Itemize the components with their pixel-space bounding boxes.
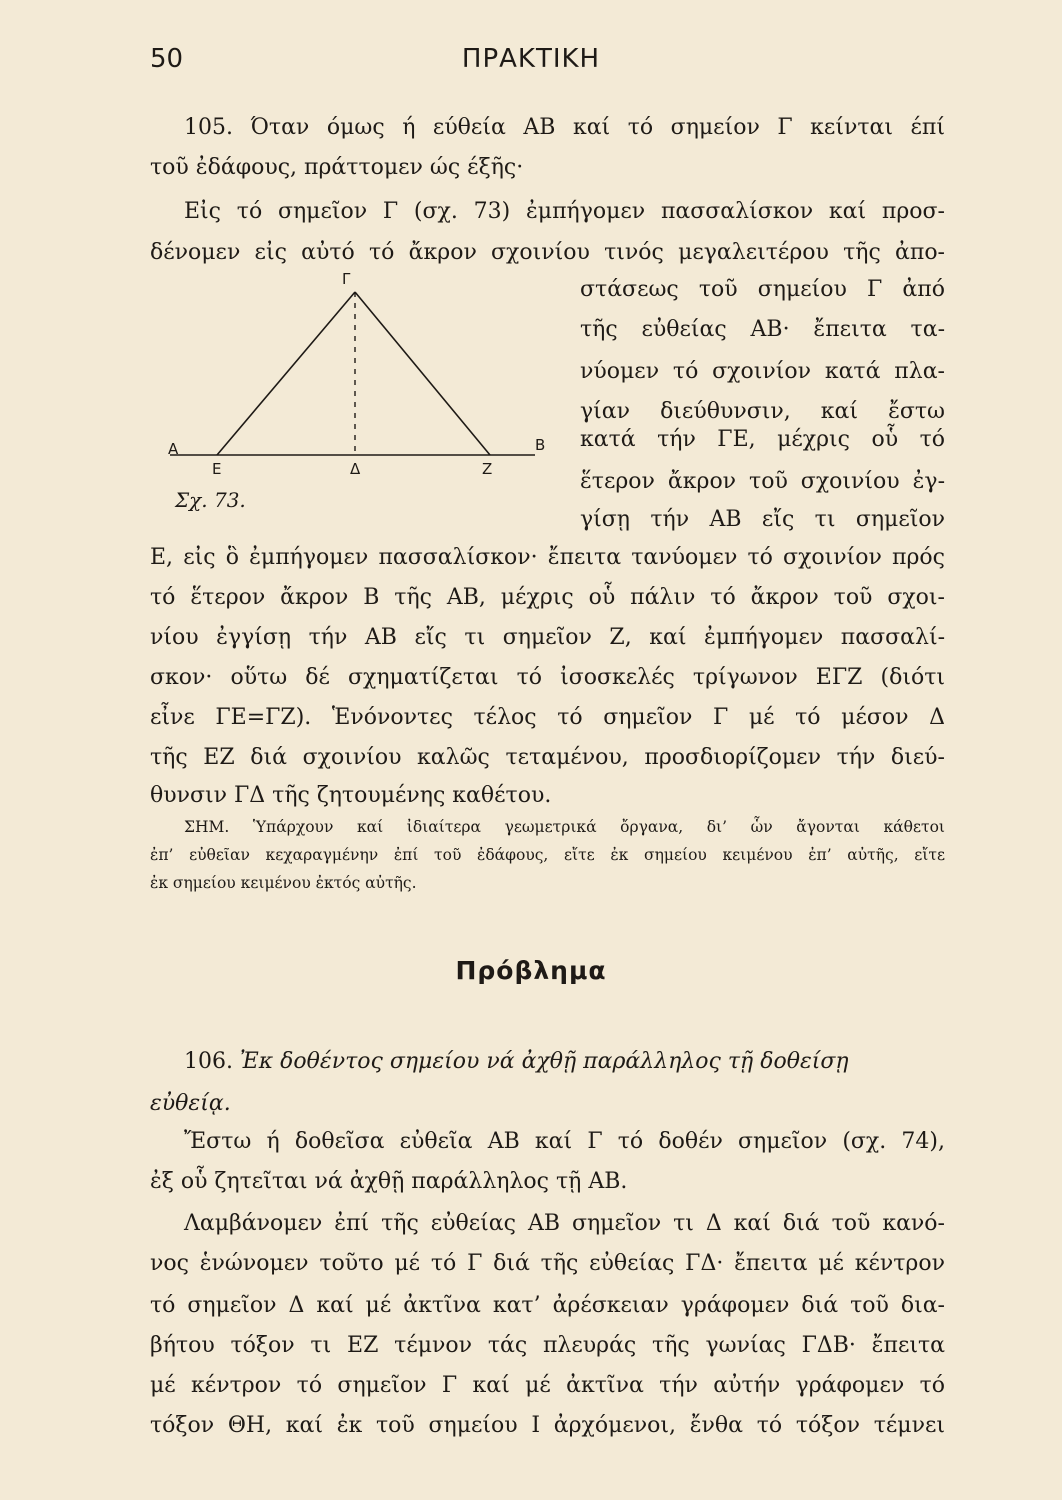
paragraph-line: τῆς εὐθείας ΑΒ· ἔπειτα τα- bbox=[580, 317, 945, 342]
paragraph-line: νύομεν τό σχοινίον κατά πλα- bbox=[580, 359, 945, 384]
paragraph-line: μέ κέντρον τό σημεῖον Γ καί μέ ἀκτῖνα τήν αὐτήν γράφομεν τό bbox=[150, 1373, 945, 1398]
line-gz bbox=[355, 292, 490, 455]
paragraph-line: Ε, εἰς ὃ ἐμπήγομεν πασσαλίσκον· ἔπειτα τανύομεν τό σχοινίον πρός bbox=[150, 545, 945, 570]
note-line: ἐκ σημείου κειμένου ἐκτός αὐτῆς. bbox=[150, 874, 417, 892]
figure-caption: Σχ. 73. bbox=[175, 488, 246, 512]
paragraph-line: δένομεν εἰς αὐτό τό ἄκρον σχοινίου τινός μεγαλειτέρου τῆς ἀπο- bbox=[150, 240, 945, 265]
section-106-heading bbox=[184, 1042, 849, 1082]
line-ge bbox=[217, 292, 355, 455]
paragraph-line: τό σημεῖον Δ καί μέ ἀκτῖνα κατ’ ἀρέσκειαν γράφομεν διά τοῦ δια- bbox=[150, 1293, 945, 1318]
paragraph-line: Εἰς τό σημεῖον Γ (σχ. 73) ἐμπήγομεν πασσαλίσκον καί προσ- bbox=[184, 199, 945, 224]
figure-73 bbox=[160, 270, 560, 520]
note-line: ἐπ’ εὐθεῖαν κεχαραγμένην ἐπί τοῦ ἐδάφους, εἴτε ἐκ σημείου κειμένου ἐπ’ αὐτῆς, εἴτε bbox=[150, 846, 945, 864]
page-header bbox=[0, 40, 1062, 80]
paragraph-line: γίσῃ τήν ΑΒ εἴς τι σημεῖον bbox=[580, 507, 945, 532]
paragraph-line: τόξον ΘΗ, καί ἐκ τοῦ σημείου Ι ἀρχόμενοι, ἔνθα τό τόξον τέμνει bbox=[150, 1413, 945, 1438]
paragraph-line: θυνσιν ΓΔ τῆς ζητουμένης καθέτου. bbox=[150, 783, 552, 808]
paragraph-line: ἐξ οὗ ζητεῖται νά ἀχθῇ παράλληλος τῇ ΑΒ. bbox=[150, 1169, 628, 1194]
label-b: Β bbox=[535, 436, 546, 454]
section-title-cont: εὐθείᾳ. bbox=[150, 1091, 231, 1116]
label-e: Ε bbox=[212, 460, 222, 478]
paragraph-line: εἶνε ΓΕ=ΓΖ). Ἑνόνοντες τέλος τό σημεῖον Γ μέ τό μέσον Δ bbox=[150, 705, 945, 730]
problem-heading: Πρόβλημα bbox=[455, 956, 607, 985]
paragraph-line: νος ἑνώνομεν τοῦτο μέ τό Γ διά τῆς εὐθείας ΓΔ· ἔπειτα μέ κέντρον bbox=[150, 1251, 945, 1276]
label-d: Δ bbox=[350, 460, 361, 478]
paragraph-line: γίαν διεύθυνσιν, καί ἔστω bbox=[580, 399, 945, 424]
paragraph-line: σκον· οὕτω δέ σχηματίζεται τό ἰσοσκελές τρίγωνον ΕΓΖ (διότι bbox=[150, 665, 945, 690]
page-number: 50 bbox=[150, 44, 184, 74]
paragraph-line: τῆς ΕΖ διά σχοινίου καλῶς τεταμένου, προσδιορίζομεν τήν διεύ- bbox=[150, 745, 945, 770]
section-title: Ἐκ δοθέντος σημείου νά ἀχθῇ παράλληλος τῇ δοθείσῃ bbox=[239, 1049, 849, 1074]
paragraph-line: ἕτερον ἄκρον τοῦ σχοινίου ἐγ- bbox=[580, 469, 945, 494]
note-line: ΣΗΜ. Ὑπάρχουν καί ἰδιαίτερα γεωμετρικά ὄργανα, δι’ ὧν ἄγονται κάθετοι bbox=[184, 818, 945, 836]
label-g: Γ bbox=[342, 270, 351, 288]
paragraph-line: κατά τήν ΓΕ, μέχρις οὗ τό bbox=[580, 427, 945, 452]
section-number: 106. bbox=[184, 1049, 233, 1074]
paragraph-line: Ἔστω ή δοθεῖσα εὐθεῖα ΑΒ καί Γ τό δοθέν σημεῖον (σχ. 74), bbox=[184, 1129, 945, 1154]
paragraph-line: τό ἕτερον ἄκρον Β τῆς ΑΒ, μέχρις οὗ πάλιν τό ἄκρον τοῦ σχοι- bbox=[150, 585, 945, 610]
paragraph-line: νίου ἐγγίσῃ τήν ΑΒ εἴς τι σημεῖον Ζ, καί ἐμπήγομεν πασσαλί- bbox=[150, 625, 945, 650]
paragraph-line: στάσεως τοῦ σημείου Γ ἀπό bbox=[580, 277, 945, 302]
triangle-diagram bbox=[160, 280, 560, 520]
running-title: ΠΡΑΚΤΙΚΗ bbox=[461, 44, 601, 74]
paragraph-line: Λαμβάνομεν ἐπί τῆς εὐθείας ΑΒ σημεῖον τι Δ καί διά τοῦ κανό- bbox=[184, 1211, 945, 1236]
paragraph-line: τοῦ ἐδάφους, πράττομεν ώς έξῆς· bbox=[150, 155, 524, 180]
label-a: Α bbox=[168, 440, 179, 458]
paragraph-line: βήτου τόξον τι ΕΖ τέμνον τάς πλευράς τῆς γωνίας ΓΔΒ· ἔπειτα bbox=[150, 1333, 945, 1358]
label-z: Ζ bbox=[482, 460, 493, 478]
paragraph-line: 105. Όταν όμως ή εύθεία ΑΒ καί τό σημείον Γ κείνται έπί bbox=[184, 115, 945, 140]
